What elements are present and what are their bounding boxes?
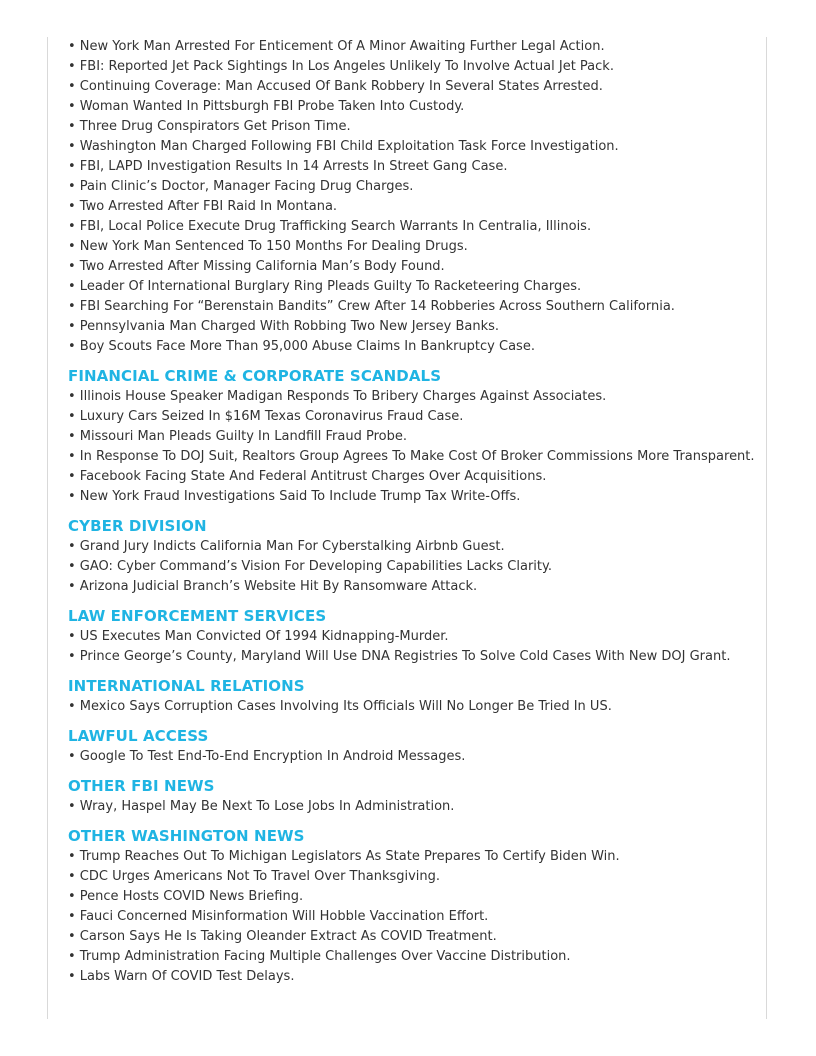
section-heading: OTHER WASHINGTON NEWS	[68, 827, 305, 845]
section-heading: FINANCIAL CRIME & CORPORATE SCANDALS	[68, 367, 442, 385]
news-item[interactable]: • Woman Wanted In Pittsburgh FBI Probe Taken Into Custody.	[68, 99, 465, 114]
news-item[interactable]: • Continuing Coverage: Man Accused Of Bank Robbery In Several States Arrested.	[68, 79, 603, 94]
news-item[interactable]: • CDC Urges Americans Not To Travel Over Thanksgiving.	[68, 869, 441, 884]
news-item[interactable]: • Arizona Judicial Branch’s Website Hit By Ransomware Attack.	[68, 579, 478, 594]
section-cyber-division	[68, 516, 758, 597]
news-item[interactable]: • Two Arrested After Missing California Man’s Body Found.	[68, 259, 445, 274]
news-item[interactable]: • Fauci Concerned Misinformation Will Hobble Vaccination Effort.	[68, 909, 489, 924]
news-item[interactable]: • Washington Man Charged Following FBI Child Exploitation Task Force Investigation.	[68, 139, 619, 154]
section-other-fbi-news	[68, 776, 758, 817]
news-item[interactable]: • In Response To DOJ Suit, Realtors Group Agrees To Make Cost Of Broker Commissions More Transparent.	[68, 449, 755, 464]
news-item[interactable]: • Google To Test End-To-End Encryption In Android Messages.	[68, 749, 466, 764]
section-lawful-access	[68, 726, 758, 767]
news-item[interactable]: • Labs Warn Of COVID Test Delays.	[68, 969, 295, 984]
news-item[interactable]: • Mexico Says Corruption Cases Involving Its Officials Will No Longer Be Tried In US.	[68, 699, 612, 714]
news-item[interactable]: • FBI, LAPD Investigation Results In 14 Arrests In Street Gang Case.	[68, 159, 508, 174]
news-item[interactable]: • Illinois House Speaker Madigan Responds To Bribery Charges Against Associates.	[68, 389, 607, 404]
news-item[interactable]: • FBI, Local Police Execute Drug Trafficking Search Warrants In Centralia, Illinois.	[68, 219, 592, 234]
section-law-enforcement-services	[68, 606, 758, 667]
section-heading: LAW ENFORCEMENT SERVICES	[68, 607, 327, 625]
news-item[interactable]: • Boy Scouts Face More Than 95,000 Abuse Claims In Bankruptcy Case.	[68, 339, 535, 354]
news-item[interactable]: • Trump Reaches Out To Michigan Legislators As State Prepares To Certify Biden Win.	[68, 849, 620, 864]
news-item[interactable]: • FBI: Reported Jet Pack Sightings In Los Angeles Unlikely To Involve Actual Jet Pack.	[68, 59, 614, 74]
news-item[interactable]: • Missouri Man Pleads Guilty In Landfill Fraud Probe.	[68, 429, 407, 444]
news-item[interactable]: • Pain Clinic’s Doctor, Manager Facing Drug Charges.	[68, 179, 414, 194]
news-item[interactable]: • Carson Says He Is Taking Oleander Extract As COVID Treatment.	[68, 929, 497, 944]
news-item[interactable]: • Two Arrested After FBI Raid In Montana.	[68, 199, 338, 214]
news-item[interactable]: • US Executes Man Convicted Of 1994 Kidnapping-Murder.	[68, 629, 449, 644]
news-item[interactable]: • Pennsylvania Man Charged With Robbing Two New Jersey Banks.	[68, 319, 500, 334]
news-item[interactable]: • New York Man Arrested For Enticement Of A Minor Awaiting Further Legal Action.	[68, 39, 605, 54]
section-heading: INTERNATIONAL RELATIONS	[68, 677, 305, 695]
top-news-list	[68, 37, 758, 357]
section-other-washington-news	[68, 826, 758, 987]
section-heading: CYBER DIVISION	[68, 517, 207, 535]
news-item[interactable]: • Three Drug Conspirators Get Prison Time.	[68, 119, 351, 134]
news-item[interactable]: • Trump Administration Facing Multiple Challenges Over Vaccine Distribution.	[68, 949, 571, 964]
news-item[interactable]: • GAO: Cyber Command’s Vision For Developing Capabilities Lacks Clarity.	[68, 559, 552, 574]
news-item[interactable]: • Wray, Haspel May Be Next To Lose Jobs In Administration.	[68, 799, 455, 814]
section-heading: LAWFUL ACCESS	[68, 727, 209, 745]
news-item[interactable]: • Grand Jury Indicts California Man For Cyberstalking Airbnb Guest.	[68, 539, 505, 554]
news-item[interactable]: • New York Man Sentenced To 150 Months For Dealing Drugs.	[68, 239, 468, 254]
news-item[interactable]: • Facebook Facing State And Federal Antitrust Charges Over Acquisitions.	[68, 469, 547, 484]
news-item[interactable]: • FBI Searching For “Berenstain Bandits” Crew After 14 Robberies Across Southern California.	[68, 299, 675, 314]
section-international-relations	[68, 676, 758, 717]
news-item[interactable]: • New York Fraud Investigations Said To Include Trump Tax Write-Offs.	[68, 489, 521, 504]
news-item[interactable]: • Pence Hosts COVID News Briefing.	[68, 889, 304, 904]
news-item[interactable]: • Luxury Cars Seized In $16M Texas Coronavirus Fraud Case.	[68, 409, 464, 424]
news-item[interactable]: • Prince George’s County, Maryland Will Use DNA Registries To Solve Cold Cases With New DOJ Grant.	[68, 649, 731, 664]
news-item[interactable]: • Leader Of International Burglary Ring Pleads Guilty To Racketeering Charges.	[68, 279, 582, 294]
news-content	[68, 37, 758, 987]
section-heading: OTHER FBI NEWS	[68, 777, 215, 795]
section-financial-crime	[68, 366, 758, 507]
